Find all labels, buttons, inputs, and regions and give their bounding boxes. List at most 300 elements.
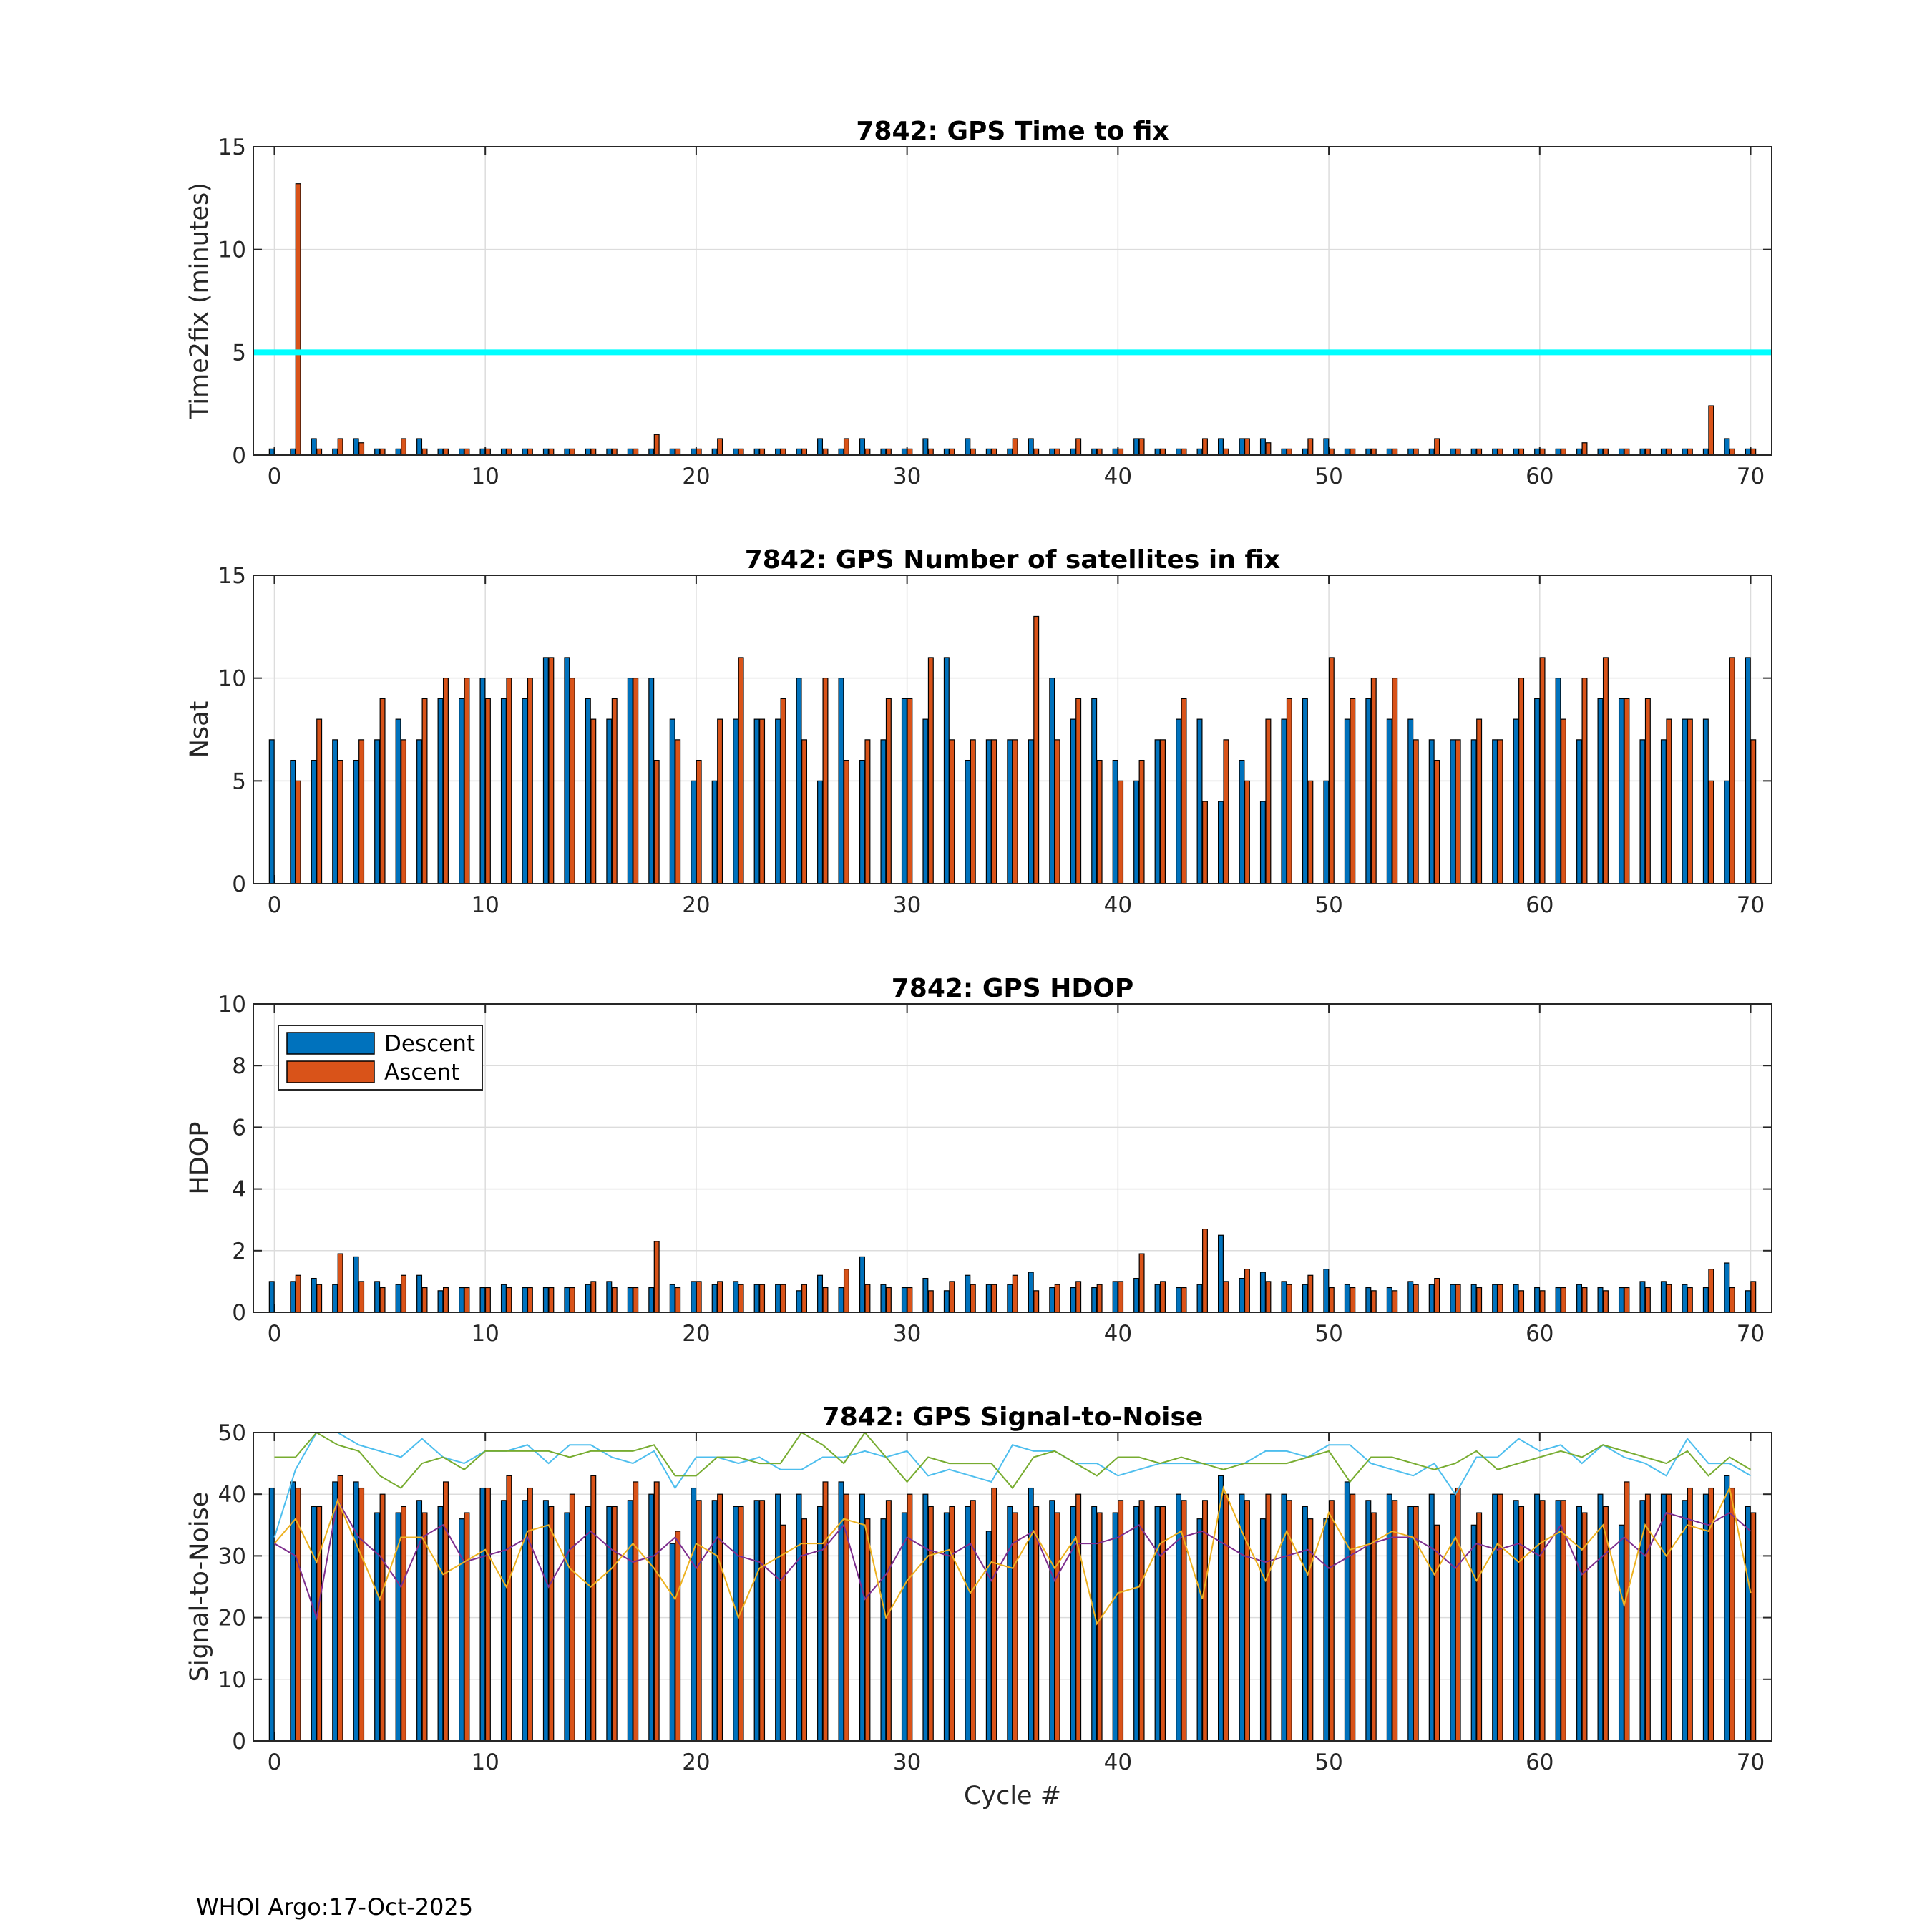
bar-ascent: [549, 449, 554, 455]
bar-descent: [1028, 1272, 1033, 1312]
bar-descent: [459, 1288, 464, 1312]
bar-ascent: [823, 449, 828, 455]
bar-ascent: [844, 1269, 849, 1312]
bar-descent: [1682, 449, 1687, 455]
bar-ascent: [527, 678, 532, 884]
bar-ascent: [422, 449, 427, 455]
bar-ascent: [1455, 740, 1460, 884]
bar-descent: [1345, 1284, 1350, 1312]
bar-descent: [712, 1284, 717, 1312]
bar-ascent: [1181, 1288, 1186, 1312]
bar-ascent: [928, 1506, 933, 1741]
bar-ascent: [802, 740, 807, 884]
chart-panel-4: [185, 1402, 1772, 1810]
bar-descent: [1302, 449, 1307, 455]
bar-ascent: [1392, 1501, 1397, 1741]
bar-descent: [1134, 781, 1139, 884]
bar-ascent: [907, 698, 912, 884]
x-tick-label: 0: [267, 1750, 282, 1775]
bar-descent: [543, 1501, 548, 1741]
bar-ascent: [1097, 1513, 1102, 1741]
bar-ascent: [591, 1475, 596, 1741]
bar-descent: [1577, 449, 1582, 455]
bar-descent: [1450, 1284, 1455, 1312]
bar-descent: [1345, 449, 1350, 455]
bar-descent: [881, 740, 886, 884]
bar-ascent: [1477, 449, 1482, 455]
bar-descent: [607, 1506, 612, 1741]
bar-descent: [860, 761, 865, 884]
bar-ascent: [317, 1506, 322, 1741]
bar-descent: [1408, 1282, 1413, 1312]
bar-ascent: [444, 1482, 449, 1741]
bar-ascent: [1413, 449, 1418, 455]
bar-ascent: [718, 439, 723, 455]
bar-ascent: [444, 449, 449, 455]
bar-ascent: [907, 1288, 912, 1312]
bar-ascent: [1076, 1494, 1081, 1741]
bar-ascent: [1245, 1501, 1250, 1741]
bar-ascent: [591, 449, 596, 455]
bar-ascent: [1540, 449, 1545, 455]
bar-descent: [923, 439, 928, 455]
bar-descent: [565, 1513, 570, 1741]
bar-ascent: [675, 740, 680, 884]
bar-descent: [754, 719, 759, 884]
bar-ascent: [1245, 1269, 1250, 1312]
bar-descent: [1092, 1288, 1097, 1312]
bar-ascent: [1709, 781, 1714, 884]
bar-descent: [1556, 449, 1561, 455]
bar-ascent: [1646, 449, 1651, 455]
bar-ascent: [865, 1284, 870, 1312]
bar-ascent: [1667, 1284, 1672, 1312]
bar-ascent: [612, 1288, 617, 1312]
x-tick-label: 50: [1314, 1750, 1343, 1775]
bar-ascent: [527, 1488, 532, 1741]
bar-descent: [1219, 1235, 1224, 1312]
bar-ascent: [401, 740, 406, 884]
bar-ascent: [296, 1488, 301, 1741]
bar-ascent: [1371, 678, 1376, 884]
bar-descent: [1662, 1282, 1667, 1312]
bar-descent: [1577, 1506, 1582, 1741]
x-tick-label: 40: [1103, 1321, 1133, 1347]
bar-descent: [1598, 698, 1603, 884]
bar-ascent: [696, 1501, 701, 1741]
bar-descent: [1282, 719, 1287, 884]
bar-ascent: [1055, 449, 1060, 455]
legend-swatch-descent: [287, 1033, 374, 1054]
bar-descent: [1050, 449, 1055, 455]
chart-panel-3: [185, 974, 1772, 1347]
bar-descent: [291, 449, 296, 455]
x-tick-label: 20: [682, 1750, 711, 1775]
bar-ascent: [486, 698, 491, 884]
bar-ascent: [1097, 1284, 1102, 1312]
bar-ascent: [633, 449, 638, 455]
x-tick-label: 10: [471, 1321, 499, 1347]
bar-ascent: [844, 439, 849, 455]
bar-ascent: [1604, 658, 1609, 884]
bar-descent: [1493, 740, 1498, 884]
bar-descent: [670, 1284, 675, 1312]
bar-ascent: [654, 434, 659, 455]
bar-ascent: [718, 1282, 723, 1312]
bar-descent: [311, 1279, 316, 1312]
x-tick-label: 0: [267, 1321, 282, 1347]
bar-ascent: [591, 1282, 596, 1312]
bar-ascent: [1161, 449, 1166, 455]
bar-descent: [522, 698, 527, 884]
bar-descent: [1662, 1494, 1667, 1741]
bar-descent: [923, 1279, 928, 1312]
bar-ascent: [1687, 1288, 1692, 1312]
bar-descent: [1366, 1288, 1371, 1312]
bar-ascent: [1371, 1513, 1376, 1741]
bar-ascent: [1729, 1288, 1735, 1312]
bar-ascent: [464, 1513, 469, 1741]
bar-descent: [839, 1288, 844, 1312]
chart-title: 7842: GPS HDOP: [891, 974, 1134, 1003]
bar-ascent: [950, 740, 955, 884]
bar-ascent: [802, 1519, 807, 1741]
bar-ascent: [1350, 698, 1355, 884]
bar-descent: [881, 1284, 886, 1312]
bar-descent: [353, 1482, 358, 1741]
bar-descent: [1387, 719, 1392, 884]
bar-ascent: [486, 1488, 491, 1741]
bar-descent: [902, 449, 907, 455]
bar-descent: [585, 698, 590, 884]
bar-ascent: [1055, 740, 1060, 884]
y-axis-label: Nsat: [185, 701, 214, 758]
bar-descent: [1302, 1284, 1307, 1312]
bar-descent: [502, 1284, 507, 1312]
bar-ascent: [1729, 658, 1735, 884]
bar-descent: [776, 1494, 781, 1741]
bar-ascent: [1435, 761, 1440, 884]
bar-descent: [839, 449, 844, 455]
bar-ascent: [844, 1494, 849, 1741]
bar-ascent: [570, 449, 575, 455]
bar-ascent: [633, 1288, 638, 1312]
bar-descent: [1745, 1506, 1750, 1741]
bar-descent: [1324, 1519, 1329, 1741]
x-tick-label: 60: [1526, 464, 1554, 489]
bar-descent: [1050, 678, 1055, 884]
bar-descent: [585, 1284, 590, 1312]
bar-descent: [1197, 449, 1202, 455]
bar-ascent: [1582, 678, 1587, 884]
bar-descent: [459, 1519, 464, 1741]
bar-descent: [1450, 449, 1455, 455]
bar-descent: [1070, 719, 1075, 884]
bar-descent: [1282, 449, 1287, 455]
bar-ascent: [1118, 449, 1123, 455]
bar-descent: [1640, 449, 1645, 455]
bar-descent: [1450, 1494, 1455, 1741]
bar-descent: [1429, 1494, 1434, 1741]
bar-descent: [1176, 1288, 1181, 1312]
bar-ascent: [1667, 449, 1672, 455]
bar-ascent: [1350, 449, 1355, 455]
bar-ascent: [1181, 698, 1186, 884]
bar-descent: [1261, 1519, 1266, 1741]
bar-ascent: [1624, 698, 1629, 884]
bar-ascent: [1308, 1275, 1313, 1312]
bar-descent: [1176, 719, 1181, 884]
bar-ascent: [1203, 801, 1208, 884]
bar-descent: [1493, 1284, 1498, 1312]
bar-descent: [1429, 449, 1434, 455]
bar-ascent: [422, 698, 427, 884]
bar-ascent: [612, 698, 617, 884]
bar-ascent: [992, 1284, 997, 1312]
bar-ascent: [1561, 719, 1566, 884]
bar-descent: [1324, 781, 1329, 884]
bar-descent: [480, 449, 485, 455]
bar-descent: [1113, 449, 1118, 455]
bar-descent: [1640, 740, 1645, 884]
bar-ascent: [1540, 1501, 1545, 1741]
bar-descent: [1155, 1284, 1160, 1312]
bar-ascent: [527, 449, 532, 455]
bar-ascent: [1329, 658, 1334, 884]
bar-descent: [1493, 1494, 1498, 1741]
bar-descent: [1682, 1284, 1687, 1312]
bar-descent: [776, 1284, 781, 1312]
bar-descent: [1008, 1506, 1013, 1741]
bar-descent: [1261, 1272, 1266, 1312]
bar-descent: [1577, 1284, 1582, 1312]
bar-ascent: [1076, 439, 1081, 455]
bar-descent: [670, 719, 675, 884]
bar-descent: [502, 449, 507, 455]
bar-ascent: [1308, 439, 1313, 455]
bar-ascent: [1287, 1284, 1292, 1312]
bar-ascent: [887, 1288, 892, 1312]
bar-descent: [522, 449, 527, 455]
bar-descent: [269, 1488, 274, 1741]
bar-descent: [796, 678, 801, 884]
x-tick-label: 0: [267, 464, 282, 489]
legend-label-descent: Descent: [384, 1031, 476, 1057]
y-tick-label: 2: [232, 1238, 246, 1264]
bar-ascent: [844, 761, 849, 884]
bar-ascent: [781, 449, 786, 455]
bar-ascent: [1287, 698, 1292, 884]
bar-ascent: [570, 1288, 575, 1312]
y-axis-label: Time2fix (minutes): [185, 182, 214, 419]
bar-ascent: [1034, 1291, 1039, 1312]
bar-descent: [1113, 1282, 1118, 1312]
bar-ascent: [1582, 1288, 1587, 1312]
bar-descent: [1408, 719, 1413, 884]
bar-ascent: [422, 1288, 427, 1312]
x-tick-label: 40: [1103, 892, 1133, 918]
bar-ascent: [422, 1513, 427, 1741]
bar-descent: [860, 1257, 865, 1312]
bar-descent: [1408, 1506, 1413, 1741]
bar-ascent: [486, 449, 491, 455]
bar-descent: [1197, 1284, 1202, 1312]
x-tick-label: 70: [1736, 1750, 1765, 1775]
bar-descent: [311, 439, 316, 455]
bar-descent: [1493, 449, 1498, 455]
bar-ascent: [1687, 449, 1692, 455]
bar-descent: [1366, 1501, 1371, 1741]
y-tick-label: 15: [218, 563, 246, 589]
bar-ascent: [1118, 781, 1123, 884]
bar-descent: [269, 740, 274, 884]
bar-descent: [818, 439, 823, 455]
bar-ascent: [1667, 719, 1672, 884]
x-axis-label: Cycle #: [963, 1782, 1062, 1810]
bar-ascent: [907, 449, 912, 455]
bar-descent: [543, 449, 548, 455]
bar-descent: [1640, 1282, 1645, 1312]
x-tick-label: 50: [1314, 464, 1343, 489]
bar-ascent: [1308, 781, 1313, 884]
bar-descent: [417, 439, 422, 455]
bar-descent: [1745, 658, 1750, 884]
y-tick-label: 0: [232, 443, 246, 469]
bar-ascent: [887, 449, 892, 455]
bar-descent: [459, 698, 464, 884]
bar-descent: [1345, 1482, 1350, 1741]
bar-ascent: [507, 449, 512, 455]
bar-descent: [1556, 678, 1561, 884]
bar-ascent: [1139, 1501, 1144, 1741]
footer-text: WHOI Argo:17-Oct-2025: [196, 1893, 474, 1921]
bar-descent: [565, 1288, 570, 1312]
bar-ascent: [1435, 1279, 1440, 1312]
bar-descent: [311, 1506, 316, 1741]
bar-ascent: [1392, 449, 1397, 455]
bar-ascent: [1181, 449, 1186, 455]
x-tick-label: 60: [1526, 1321, 1554, 1347]
bar-descent: [818, 781, 823, 884]
chart-title: 7842: GPS Number of satellites in fix: [744, 545, 1281, 575]
bar-ascent: [338, 439, 343, 455]
bar-ascent: [1540, 1291, 1545, 1312]
bar-ascent: [359, 443, 364, 455]
bar-descent: [1092, 698, 1097, 884]
bar-ascent: [738, 1506, 743, 1741]
bar-ascent: [928, 1291, 933, 1312]
bar-descent: [860, 1494, 865, 1741]
bar-descent: [375, 449, 380, 455]
bar-descent: [1324, 439, 1329, 455]
bar-ascent: [1455, 449, 1460, 455]
bar-descent: [353, 439, 358, 455]
bar-ascent: [738, 1284, 743, 1312]
bar-ascent: [760, 1284, 765, 1312]
bar-ascent: [296, 184, 301, 455]
bar-ascent: [1034, 449, 1039, 455]
bar-descent: [1535, 449, 1540, 455]
bar-ascent: [317, 1284, 322, 1312]
bar-descent: [291, 761, 296, 884]
bar-ascent: [1604, 449, 1609, 455]
bar-descent: [375, 1282, 380, 1312]
bar-ascent: [401, 1275, 406, 1312]
bar-ascent: [1498, 1494, 1503, 1741]
bar-ascent: [928, 449, 933, 455]
bar-ascent: [865, 740, 870, 884]
bar-descent: [1070, 449, 1075, 455]
bar-descent: [1219, 801, 1224, 884]
bar-descent: [1028, 439, 1033, 455]
bar-descent: [776, 719, 781, 884]
y-axis-label: HDOP: [185, 1121, 214, 1195]
y-tick-label: 6: [232, 1115, 246, 1141]
bar-descent: [1682, 1501, 1687, 1741]
bar-ascent: [1245, 781, 1250, 884]
bar-ascent: [1435, 439, 1440, 455]
x-tick-label: 10: [471, 464, 499, 489]
bar-descent: [1408, 449, 1413, 455]
y-tick-label: 5: [232, 340, 246, 366]
bar-descent: [1513, 1284, 1518, 1312]
bar-ascent: [1097, 761, 1102, 884]
bar-descent: [1197, 1519, 1202, 1741]
bar-ascent: [464, 449, 469, 455]
legend-label-ascent: Ascent: [384, 1060, 460, 1085]
bar-descent: [417, 1275, 422, 1312]
bar-ascent: [1076, 1282, 1081, 1312]
bar-descent: [438, 1291, 443, 1312]
bar-descent: [1366, 698, 1371, 884]
bar-ascent: [401, 439, 406, 455]
y-tick-label: 30: [218, 1543, 246, 1570]
bar-ascent: [612, 1506, 617, 1741]
bar-ascent: [760, 1501, 765, 1741]
bar-descent: [1513, 449, 1518, 455]
bar-ascent: [464, 1288, 469, 1312]
bar-descent: [522, 1288, 527, 1312]
bar-ascent: [549, 1506, 554, 1741]
bar-ascent: [317, 449, 322, 455]
bar-ascent: [802, 449, 807, 455]
bar-ascent: [1139, 1254, 1144, 1312]
bar-ascent: [1604, 1291, 1609, 1312]
bar-ascent: [1582, 443, 1587, 455]
bar-descent: [944, 449, 949, 455]
bar-ascent: [738, 658, 743, 884]
bar-ascent: [970, 1501, 975, 1741]
bar-ascent: [1203, 1501, 1208, 1741]
bar-descent: [670, 1543, 675, 1741]
bar-descent: [796, 1494, 801, 1741]
bar-ascent: [1455, 1488, 1460, 1741]
bar-ascent: [296, 1275, 301, 1312]
bar-descent: [1598, 1288, 1603, 1312]
bar-descent: [712, 1501, 717, 1741]
bar-ascent: [1055, 1513, 1060, 1741]
bar-descent: [1050, 1501, 1055, 1741]
bar-descent: [585, 449, 590, 455]
y-tick-label: 0: [232, 1729, 246, 1755]
x-tick-label: 40: [1103, 464, 1133, 489]
bar-ascent: [1498, 449, 1503, 455]
bar-ascent: [675, 1288, 680, 1312]
bar-descent: [1745, 449, 1750, 455]
bar-descent: [1366, 449, 1371, 455]
bar-descent: [944, 1513, 949, 1741]
bar-descent: [691, 1282, 696, 1312]
